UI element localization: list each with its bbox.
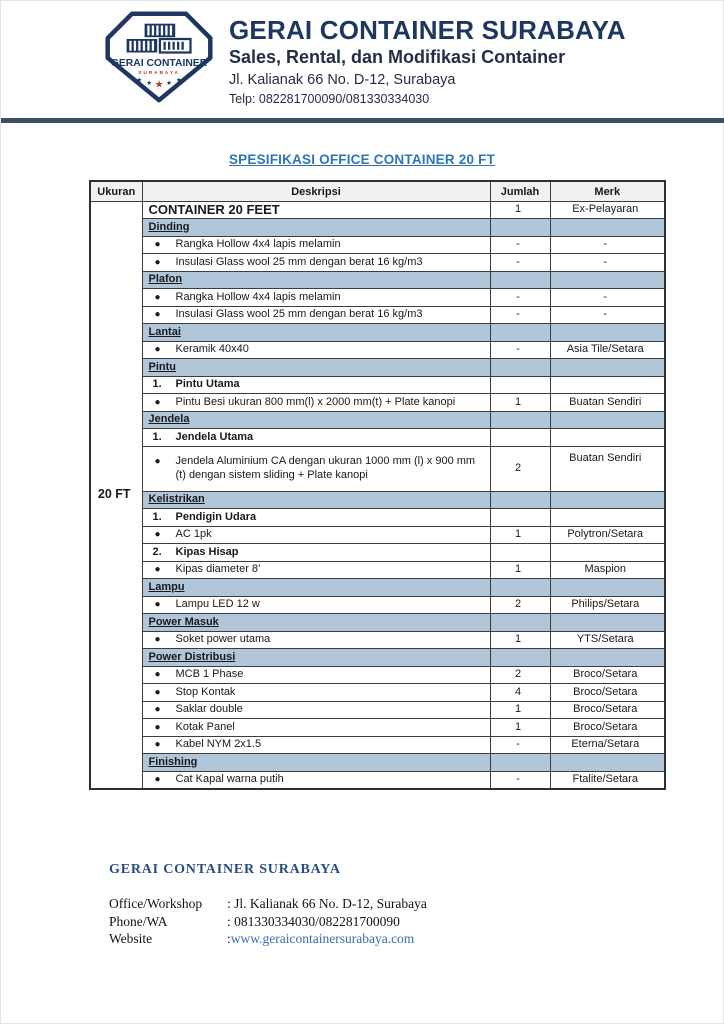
description-cell xyxy=(142,649,490,667)
jumlah-cell: 1 xyxy=(490,526,550,544)
table-row xyxy=(90,446,665,491)
description-cell xyxy=(142,254,490,272)
table-row xyxy=(90,719,665,737)
bullet-icon: ● xyxy=(154,291,161,303)
description-cell xyxy=(142,719,490,737)
bullet-icon: ● xyxy=(154,344,161,356)
description-cell xyxy=(142,359,490,377)
bullet-icon: ● xyxy=(154,256,161,268)
jumlah-cell xyxy=(490,491,550,509)
table-row xyxy=(90,701,665,719)
table-row xyxy=(90,359,665,377)
subheader-text: Jendela Utama xyxy=(175,430,254,443)
merk-cell xyxy=(550,359,665,377)
jumlah-cell xyxy=(490,544,550,562)
footer-colon: : xyxy=(227,931,231,947)
description-cell xyxy=(142,429,490,447)
item-text: Rangka Hollow 4x4 lapis melamin xyxy=(175,290,341,303)
table-row xyxy=(90,429,665,447)
description-cell xyxy=(142,341,490,359)
description-cell xyxy=(142,771,490,789)
header-divider xyxy=(1,118,724,123)
table-row xyxy=(90,271,665,289)
section-title: Lampu xyxy=(148,580,185,593)
description-cell xyxy=(142,446,490,491)
jumlah-cell: - xyxy=(490,254,550,272)
merk-cell xyxy=(550,579,665,597)
table-row xyxy=(90,236,665,254)
jumlah-cell xyxy=(490,376,550,394)
table-row xyxy=(90,254,665,272)
jumlah-cell: 1 xyxy=(490,394,550,412)
merk-cell xyxy=(550,491,665,509)
svg-text:★: ★ xyxy=(146,79,152,87)
jumlah-cell xyxy=(490,411,550,429)
section-title: Plafon xyxy=(148,273,183,286)
description-cell xyxy=(142,289,490,307)
jumlah-cell xyxy=(490,429,550,447)
section-title: Finishing xyxy=(148,755,198,768)
website-link[interactable]: www.geraicontainersurabaya.com xyxy=(230,931,415,947)
table-row xyxy=(90,491,665,509)
jumlah-cell: - xyxy=(490,306,550,324)
merk-cell xyxy=(550,429,665,447)
merk-cell xyxy=(550,614,665,632)
description-cell xyxy=(142,394,490,412)
merk-cell: - xyxy=(550,254,665,272)
table-row xyxy=(90,561,665,579)
footer-value-office: : Jl. Kalianak 66 No. D-12, Surabaya xyxy=(227,896,427,912)
table-row xyxy=(90,614,665,632)
jumlah-cell: 1 xyxy=(490,631,550,649)
jumlah-cell: 1 xyxy=(490,701,550,719)
description-cell xyxy=(142,579,490,597)
table-row xyxy=(90,219,665,237)
letterhead xyxy=(1,1,723,106)
column-header-deskripsi: Deskripsi xyxy=(142,181,490,201)
jumlah-cell: 1 xyxy=(490,561,550,579)
description-cell xyxy=(142,701,490,719)
merk-cell: - xyxy=(550,306,665,324)
merk-cell xyxy=(550,544,665,562)
table-row xyxy=(90,544,665,562)
description-cell xyxy=(142,526,490,544)
table-row xyxy=(90,341,665,359)
item-text: Kabel NYM 2x1.5 xyxy=(175,738,262,751)
page-title: SPESIFIKASI OFFICE CONTAINER 20 FT xyxy=(228,152,496,168)
merk-cell: - xyxy=(550,289,665,307)
spec-table-body xyxy=(90,201,665,789)
item-text: Kipas diameter 8’ xyxy=(175,563,261,576)
subheader-text: Kipas Hisap xyxy=(175,545,239,558)
merk-cell: Broco/Setara xyxy=(550,719,665,737)
bullet-icon: ● xyxy=(154,669,161,681)
merk-cell: YTS/Setara xyxy=(550,631,665,649)
table-row xyxy=(90,509,665,527)
item-text: Insulasi Glass wool 25 mm dengan berat 16 kg/m3 xyxy=(175,255,423,268)
merk-cell: Broco/Setara xyxy=(550,684,665,702)
hexagon-badge-icon xyxy=(105,11,213,103)
description-cell xyxy=(142,376,490,394)
table-row xyxy=(90,411,665,429)
footer-label-phone: Phone/WA xyxy=(109,913,168,929)
jumlah-cell: - xyxy=(490,771,550,789)
bullet-icon: ● xyxy=(154,774,161,786)
merk-cell: Ex-Pelayaran xyxy=(550,201,665,219)
subheader-number: 1. xyxy=(152,510,162,523)
company-address: Jl. Kalianak 66 No. D-12, Surabaya xyxy=(229,72,456,89)
merk-cell xyxy=(550,649,665,667)
main-title: CONTAINER 20 FEET xyxy=(148,202,280,218)
section-title: Jendela xyxy=(148,413,190,426)
jumlah-cell xyxy=(490,754,550,772)
table-row xyxy=(90,666,665,684)
merk-cell: Polytron/Setara xyxy=(550,526,665,544)
jumlah-cell: 1 xyxy=(490,719,550,737)
jumlah-cell xyxy=(490,614,550,632)
item-text: MCB 1 Phase xyxy=(175,668,244,681)
company-name: GERAI CONTAINER SURABAYA xyxy=(229,15,626,45)
company-tagline: Sales, Rental, dan Modifikasi Container xyxy=(229,47,566,68)
bullet-icon: ● xyxy=(154,396,161,408)
item-text: Soket power utama xyxy=(175,633,271,646)
table-row xyxy=(90,201,665,219)
column-header-jumlah: Jumlah xyxy=(490,181,550,201)
merk-cell xyxy=(550,754,665,772)
jumlah-cell xyxy=(490,649,550,667)
table-row xyxy=(90,306,665,324)
description-cell xyxy=(142,509,490,527)
bullet-icon: ● xyxy=(154,456,161,468)
table-row xyxy=(90,771,665,789)
merk-cell: Ftalite/Setara xyxy=(550,771,665,789)
company-phone: Telp: 082281700090/081330334030 xyxy=(229,92,430,107)
merk-cell: Buatan Sendiri xyxy=(550,394,665,412)
merk-cell: - xyxy=(550,236,665,254)
description-cell xyxy=(142,596,490,614)
table-row xyxy=(90,684,665,702)
merk-cell: Broco/Setara xyxy=(550,666,665,684)
column-header-merk: Merk xyxy=(550,181,665,201)
bullet-icon: ● xyxy=(154,634,161,646)
item-text: AC 1pk xyxy=(175,528,212,541)
description-cell xyxy=(142,271,490,289)
section-title: Dinding xyxy=(148,220,190,233)
merk-cell xyxy=(550,271,665,289)
footer-row-office xyxy=(109,895,723,913)
merk-cell: Maspion xyxy=(550,561,665,579)
merk-cell: Buatan Sendiri xyxy=(550,446,665,491)
description-cell xyxy=(142,201,490,219)
spec-table xyxy=(89,180,666,790)
item-text: Keramik 40x40 xyxy=(175,343,249,356)
merk-cell xyxy=(550,411,665,429)
footer-company-name: GERAI CONTAINER SURABAYA xyxy=(109,862,341,878)
subheader-text: Pendigin Udara xyxy=(175,510,257,523)
description-cell xyxy=(142,491,490,509)
merk-cell xyxy=(550,376,665,394)
description-cell xyxy=(142,666,490,684)
section-title: Lantai xyxy=(148,325,181,338)
footer-value-phone: : 081330334030/082281700090 xyxy=(227,913,400,929)
merk-cell xyxy=(550,509,665,527)
description-cell xyxy=(142,754,490,772)
logo-line1-text: GERAI CONTAINER xyxy=(110,58,208,69)
logo-line2-text: SURABAYA xyxy=(138,71,180,77)
description-cell xyxy=(142,219,490,237)
bullet-icon: ● xyxy=(154,239,161,251)
merk-cell: Philips/Setara xyxy=(550,596,665,614)
table-row xyxy=(90,736,665,754)
bullet-icon: ● xyxy=(154,721,161,733)
description-cell xyxy=(142,736,490,754)
merk-cell xyxy=(550,324,665,342)
item-text: Stop Kontak xyxy=(175,685,236,698)
table-row xyxy=(90,631,665,649)
merk-cell: Asia Tile/Setara xyxy=(550,341,665,359)
item-text: Kotak Panel xyxy=(175,720,235,733)
footer-row-website xyxy=(109,930,723,948)
item-text: Insulasi Glass wool 25 mm dengan berat 16 kg/m3 xyxy=(175,308,423,321)
subheader-number: 1. xyxy=(152,378,162,391)
table-row xyxy=(90,289,665,307)
merk-cell xyxy=(550,219,665,237)
description-cell xyxy=(142,544,490,562)
bullet-icon: ● xyxy=(154,704,161,716)
merk-cell: Eterna/Setara xyxy=(550,736,665,754)
item-text: Saklar double xyxy=(175,703,243,716)
bullet-icon: ● xyxy=(154,739,161,751)
footer-label-office: Office/Workshop xyxy=(109,896,203,912)
footer-label-website: Website xyxy=(109,931,153,947)
jumlah-cell: - xyxy=(490,736,550,754)
svg-text:★: ★ xyxy=(166,79,172,87)
svg-text:★: ★ xyxy=(136,77,143,85)
table-header-row xyxy=(90,181,665,201)
description-cell xyxy=(142,684,490,702)
table-row xyxy=(90,754,665,772)
subheader-text: Pintu Utama xyxy=(175,378,240,391)
item-text: Lampu LED 12 w xyxy=(175,598,260,611)
description-cell xyxy=(142,631,490,649)
table-row xyxy=(90,376,665,394)
section-title: Power Distribusi xyxy=(148,650,236,663)
item-text: Pintu Besi ukuran 800 mm(l) x 2000 mm(t) + Plate kanopi xyxy=(175,395,456,408)
description-cell xyxy=(142,324,490,342)
svg-text:★: ★ xyxy=(175,77,182,85)
jumlah-cell: 1 xyxy=(490,201,550,219)
section-title: Power Masuk xyxy=(148,615,219,628)
jumlah-cell xyxy=(490,509,550,527)
item-text: Jendela Aluminium CA dengan ukuran 1000 mm (l) x 900 mm (t) dengan sistem sliding + Plate kanopi xyxy=(175,455,476,481)
description-cell xyxy=(142,411,490,429)
description-cell xyxy=(142,561,490,579)
footer-row-phone xyxy=(109,913,723,931)
jumlah-cell xyxy=(490,271,550,289)
bullet-icon: ● xyxy=(154,529,161,541)
description-cell xyxy=(142,614,490,632)
letterhead-text xyxy=(229,11,626,106)
bullet-icon: ● xyxy=(154,564,161,576)
section-title: Pintu xyxy=(148,360,176,373)
table-row xyxy=(90,649,665,667)
jumlah-cell xyxy=(490,579,550,597)
jumlah-cell: - xyxy=(490,341,550,359)
jumlah-cell: 2 xyxy=(490,596,550,614)
svg-text:★: ★ xyxy=(154,79,164,91)
table-row xyxy=(90,596,665,614)
company-logo xyxy=(105,11,213,103)
description-cell xyxy=(142,306,490,324)
jumlah-cell: 4 xyxy=(490,684,550,702)
bullet-icon: ● xyxy=(154,309,161,321)
size-cell: 20 FT xyxy=(90,201,142,789)
jumlah-cell xyxy=(490,359,550,377)
bullet-icon: ● xyxy=(154,686,161,698)
table-row xyxy=(90,579,665,597)
jumlah-cell xyxy=(490,219,550,237)
table-row xyxy=(90,324,665,342)
jumlah-cell: - xyxy=(490,289,550,307)
subheader-number: 2. xyxy=(152,545,162,558)
bullet-icon: ● xyxy=(154,599,161,611)
section-title: Kelistrikan xyxy=(148,493,205,506)
subheader-number: 1. xyxy=(152,430,162,443)
item-text: Cat Kapal warna putih xyxy=(175,773,284,786)
item-text: Rangka Hollow 4x4 lapis melamin xyxy=(175,238,341,251)
jumlah-cell: 2 xyxy=(490,446,550,491)
footer xyxy=(109,862,723,948)
merk-cell: Broco/Setara xyxy=(550,701,665,719)
table-row xyxy=(90,394,665,412)
jumlah-cell xyxy=(490,324,550,342)
description-cell xyxy=(142,236,490,254)
column-header-ukuran: Ukuran xyxy=(90,181,142,201)
jumlah-cell: - xyxy=(490,236,550,254)
table-row xyxy=(90,526,665,544)
jumlah-cell: 2 xyxy=(490,666,550,684)
